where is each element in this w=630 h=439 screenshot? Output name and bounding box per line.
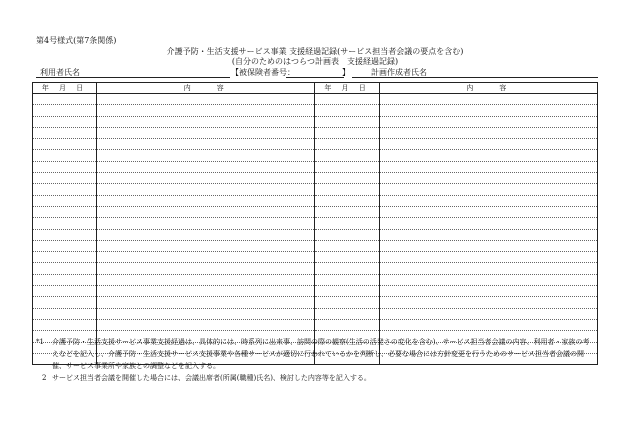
date-cell-right[interactable] xyxy=(315,252,379,263)
date-cell-left[interactable] xyxy=(33,127,97,138)
note-1-text: 介護予防・生活支援サービス事業支援経過は、具体的には、時系列に出来事、訪問の際の観察(生活の活発さの変化を含む)、サービス担当者会議の内容、利用者・家族の考えなどを記入し、介護予防・生活支援サービス支援事業や各種サービスが適切に行われているかを判断し、必要な場合には方針変更を行うためのサービス担当者会議の開催、サービス事業所や家族との調整などを記入する。 xyxy=(52,338,590,370)
date-cell-right[interactable] xyxy=(315,195,379,206)
note-1-mark: *1 xyxy=(36,338,44,346)
date-cell-left[interactable] xyxy=(33,94,97,105)
content-cell-right[interactable] xyxy=(379,263,597,274)
content-cell-right[interactable] xyxy=(379,252,597,263)
date-cell-right[interactable] xyxy=(315,240,379,251)
content-cell-left[interactable] xyxy=(97,105,315,116)
content-cell-left[interactable] xyxy=(97,127,315,138)
date-cell-right[interactable] xyxy=(315,218,379,229)
table-row xyxy=(33,206,598,217)
form-subtitle: (自分のためのはつらつ計画表 支援経過記録) xyxy=(231,57,399,66)
date-cell-right[interactable] xyxy=(315,319,379,330)
date-cell-left[interactable] xyxy=(33,184,97,195)
content-cell-left[interactable] xyxy=(97,218,315,229)
table-row xyxy=(33,94,598,105)
content-cell-left[interactable] xyxy=(97,229,315,240)
content-cell-left[interactable] xyxy=(97,116,315,127)
table-row xyxy=(33,274,598,285)
date-cell-right[interactable] xyxy=(315,105,379,116)
date-cell-left[interactable] xyxy=(33,297,97,308)
note-2-mark: 2 xyxy=(42,374,47,382)
header-date-left: 年 月 日 xyxy=(33,83,97,94)
date-cell-left[interactable] xyxy=(33,240,97,251)
date-cell-right[interactable] xyxy=(315,274,379,285)
content-cell-left[interactable] xyxy=(97,240,315,251)
content-cell-left[interactable] xyxy=(97,139,315,150)
date-cell-right[interactable] xyxy=(315,184,379,195)
date-cell-left[interactable] xyxy=(33,308,97,319)
table-row xyxy=(33,105,598,116)
content-cell-right[interactable] xyxy=(379,206,597,217)
table-row xyxy=(33,308,598,319)
date-cell-right[interactable] xyxy=(315,206,379,217)
user-name-label: 利用者氏名 xyxy=(40,68,80,77)
content-cell-left[interactable] xyxy=(97,274,315,285)
table-header-row xyxy=(33,83,598,94)
insured-number-bracket: 】 xyxy=(342,68,350,77)
content-cell-left[interactable] xyxy=(97,195,315,206)
content-cell-right[interactable] xyxy=(379,195,597,206)
table-row xyxy=(33,150,598,161)
plan-creator-label: 計画作成者氏名 xyxy=(371,68,427,77)
form-number: 第4号様式(第7条関係) xyxy=(36,36,117,45)
table-row xyxy=(33,139,598,150)
date-cell-right[interactable] xyxy=(315,263,379,274)
date-cell-right[interactable] xyxy=(315,150,379,161)
content-cell-right[interactable] xyxy=(379,240,597,251)
insured-number-field-line xyxy=(286,77,344,78)
content-cell-left[interactable] xyxy=(97,297,315,308)
table-row xyxy=(33,252,598,263)
note-2-text: サービス担当者会議を開催した場合には、会議出席者(所属(職種)氏名)、検討した内容等を記入する。 xyxy=(52,374,371,382)
date-cell-left[interactable] xyxy=(33,206,97,217)
table-row xyxy=(33,195,598,206)
date-cell-left[interactable] xyxy=(33,319,97,330)
date-cell-right[interactable] xyxy=(315,229,379,240)
date-cell-left[interactable] xyxy=(33,105,97,116)
date-cell-left[interactable] xyxy=(33,218,97,229)
content-cell-left[interactable] xyxy=(97,319,315,330)
date-cell-left[interactable] xyxy=(33,139,97,150)
date-cell-left[interactable] xyxy=(33,150,97,161)
date-cell-right[interactable] xyxy=(315,173,379,184)
content-cell-left[interactable] xyxy=(97,252,315,263)
content-cell-left[interactable] xyxy=(97,150,315,161)
note-1 xyxy=(36,336,596,372)
date-cell-left[interactable] xyxy=(33,195,97,206)
date-cell-right[interactable] xyxy=(315,116,379,127)
date-cell-right[interactable] xyxy=(315,127,379,138)
content-cell-right[interactable] xyxy=(379,308,597,319)
content-cell-left[interactable] xyxy=(97,184,315,195)
content-cell-right[interactable] xyxy=(379,184,597,195)
date-cell-right[interactable] xyxy=(315,297,379,308)
content-cell-right[interactable] xyxy=(379,161,597,172)
content-cell-left[interactable] xyxy=(97,286,315,297)
table-row xyxy=(33,173,598,184)
insured-number-label: 【被保険者番号： xyxy=(231,68,295,77)
table-row xyxy=(33,297,598,308)
date-cell-left[interactable] xyxy=(33,161,97,172)
date-cell-left[interactable] xyxy=(33,229,97,240)
table-row xyxy=(33,229,598,240)
header-date-right: 年 月 日 xyxy=(315,83,379,94)
note-2 xyxy=(36,372,596,384)
content-cell-left[interactable] xyxy=(97,206,315,217)
table-row xyxy=(33,127,598,138)
content-cell-right[interactable] xyxy=(379,94,597,105)
date-cell-left[interactable] xyxy=(33,274,97,285)
content-cell-right[interactable] xyxy=(379,286,597,297)
date-cell-right[interactable] xyxy=(315,94,379,105)
notes xyxy=(36,336,596,384)
table-row xyxy=(33,116,598,127)
header-content-left: 内 容 xyxy=(97,83,315,94)
table-row xyxy=(33,263,598,274)
content-cell-left[interactable] xyxy=(97,161,315,172)
content-cell-right[interactable] xyxy=(379,139,597,150)
date-cell-left[interactable] xyxy=(33,252,97,263)
table-row xyxy=(33,286,598,297)
content-cell-right[interactable] xyxy=(379,150,597,161)
record-table xyxy=(32,82,598,365)
content-cell-right[interactable] xyxy=(379,127,597,138)
record-body xyxy=(33,94,598,365)
content-cell-right[interactable] xyxy=(379,116,597,127)
content-cell-left[interactable] xyxy=(97,308,315,319)
content-cell-left[interactable] xyxy=(97,94,315,105)
date-cell-right[interactable] xyxy=(315,161,379,172)
table-row xyxy=(33,319,598,330)
date-cell-left[interactable] xyxy=(33,286,97,297)
date-cell-right[interactable] xyxy=(315,139,379,150)
content-cell-right[interactable] xyxy=(379,105,597,116)
content-cell-right[interactable] xyxy=(379,173,597,184)
header-content-right: 内 容 xyxy=(379,83,597,94)
table-row xyxy=(33,218,598,229)
date-cell-left[interactable] xyxy=(33,116,97,127)
content-cell-right[interactable] xyxy=(379,274,597,285)
date-cell-left[interactable] xyxy=(33,263,97,274)
content-cell-right[interactable] xyxy=(379,218,597,229)
plan-creator-field-line xyxy=(352,77,598,78)
user-name-field-line xyxy=(36,77,230,78)
date-cell-right[interactable] xyxy=(315,308,379,319)
date-cell-right[interactable] xyxy=(315,286,379,297)
form-title: 介護予防・生活支援サービス事業 支援経過記録(サービス担当者会議の要点を含む) xyxy=(166,47,464,56)
content-cell-right[interactable] xyxy=(379,319,597,330)
date-cell-left[interactable] xyxy=(33,173,97,184)
table-row xyxy=(33,240,598,251)
content-cell-left[interactable] xyxy=(97,173,315,184)
table-row xyxy=(33,184,598,195)
table-row xyxy=(33,161,598,172)
content-cell-left[interactable] xyxy=(97,263,315,274)
content-cell-right[interactable] xyxy=(379,297,597,308)
content-cell-right[interactable] xyxy=(379,229,597,240)
